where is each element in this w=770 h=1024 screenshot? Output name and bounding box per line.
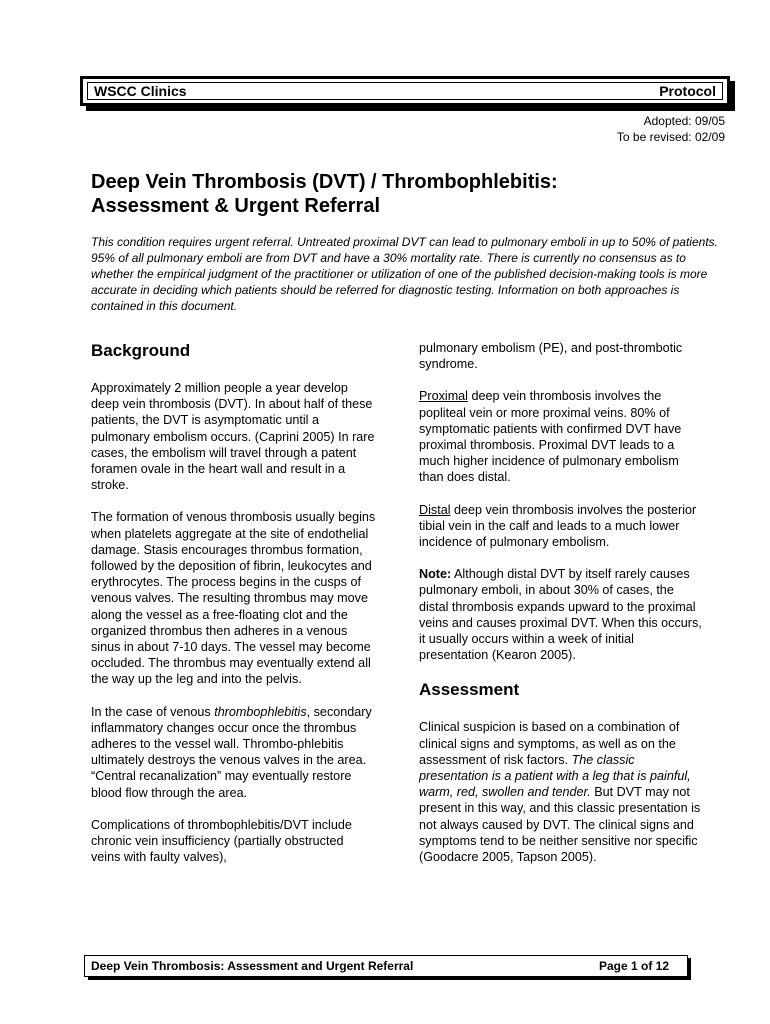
bg-p3-text-b: , secondary inflammatory changes occur once the thrombus adheres to the vessel wall. Thrombo-phlebitis ultimately destroys the venous valves in the area. “Central recanalization” may eventually restore blood flow through the area. — [91, 704, 372, 800]
background-paragraph-1: Approximately 2 million people a year develop deep vein thrombosis (DVT). In about half of these patients, the DVT is asymptomatic until a pulmonary embolism occurs. (Caprini 2005) In rare cases, the embolism will travel through a patent foramen ovale in the heart wall and result in a stroke. — [91, 381, 375, 493]
page-number: Page 1 of 12 — [598, 959, 669, 973]
right-column — [419, 340, 704, 881]
intro-paragraph: This condition requires urgent referral. Untreated proximal DVT can lead to pulmonary emboli in up to 50% of patients. 95% of all pulmonary emboli are from DVT and have a 30% mortality rate. There is currently no consensus as to whether the empirical judgment of the practitioner or utilization of one of the published decision-making tools is more accurate in deciding which patients should be referred for diagnostic testing. Information on both approaches is contained in this document. — [91, 235, 718, 313]
header-inner — [87, 82, 723, 100]
distal-term: Distal — [419, 502, 451, 517]
left-column — [91, 340, 376, 881]
background-heading: Background — [91, 341, 191, 360]
proximal-term: Proximal — [419, 389, 468, 404]
adopted-date: Adopted: 09/05 — [643, 114, 725, 128]
page-title — [91, 170, 711, 218]
distal-paragraph — [419, 502, 704, 551]
header-shadow-right — [730, 81, 735, 111]
background-paragraph-4: Complications of thrombophlebitis/DVT include chronic vein insufficiency (partially obstructed veins with faulty valves), — [91, 817, 352, 865]
assessment-heading: Assessment — [419, 680, 520, 700]
assess-emphasis: The classic presentation is a patient with a leg that is painful, warm, red, swollen and tender. — [419, 752, 691, 800]
revision-info — [617, 113, 725, 145]
footer-title: Deep Vein Thrombosis: Assessment and Urgent Referral — [91, 959, 414, 973]
bg-p3-emphasis: thrombophlebitis — [214, 704, 307, 719]
footer-bar — [84, 955, 688, 977]
header-bar — [80, 76, 730, 106]
title-line-1: Deep Vein Thrombosis (DVT) / Thrombophlebitis: — [91, 171, 558, 193]
note-label: Note: — [419, 567, 452, 582]
proximal-text: deep vein thrombosis involves the popliteal vein or more proximal veins. 80% of symptomatic patients with confirmed DVT have proximal thrombosis. Proximal DVT leads to a much higher incidence of pulmonary embolism than does distal. — [419, 389, 682, 485]
background-paragraph-2: The formation of venous thrombosis usually begins when platelets aggregate at the site of endothelial damage. Stasis encourages thrombus formation, followed by the deposition of fibrin, leukocytes and erythrocytes. The process begins in the cusps of venous valves. The resulting thrombus may move along the vessel as a free-floating clot and the organized thrombus then adheres in a venous sinus in about 7-10 days. The vessel may become occluded. The thrombus may eventually extend all the way up the leg and into the pelvis. — [91, 510, 376, 687]
distal-text: deep vein thrombosis involves the posterior tibial vein in the calf and leads to a much lower incidence of pulmonary embolism. — [419, 502, 697, 550]
assess-text-a: Clinical suspicion is based on a combination of clinical signs and symptoms, as well as on the assessment of risk factors. — [419, 720, 680, 767]
background-paragraph-3 — [91, 704, 376, 801]
bg-p3-text-a: In the case of venous — [91, 704, 215, 719]
header-shadow — [86, 106, 735, 111]
revised-date: To be revised: 02/09 — [616, 130, 725, 144]
note-paragraph — [419, 566, 704, 663]
assessment-paragraph — [419, 719, 704, 865]
proximal-paragraph — [419, 388, 704, 485]
footer-shadow — [88, 977, 691, 980]
header-org: WSCC Clinics — [94, 83, 187, 99]
note-text: Although distal DVT by itself rarely causes pulmonary emboli, in about 30% of cases, the distal thrombosis expands upward to the proximal veins and causes proximal DVT. When this occurs, it usually occurs within a week of initial presentation (Kearon 2005). — [419, 567, 702, 663]
header-doc-type: Protocol — [659, 83, 716, 99]
assess-text-b: But DVT may not present in this way, and this classic presentation is not always caused by DVT. The clinical signs and symptoms tend to be neither sensitive nor specific (Goodacre 2005, Tapson 2005). — [419, 785, 701, 865]
footer-shadow-right — [688, 958, 691, 980]
right-paragraph-0: pulmonary embolism (PE), and post-thrombotic syndrome. — [419, 341, 683, 372]
title-line-2: Assessment & Urgent Referral — [91, 195, 380, 217]
